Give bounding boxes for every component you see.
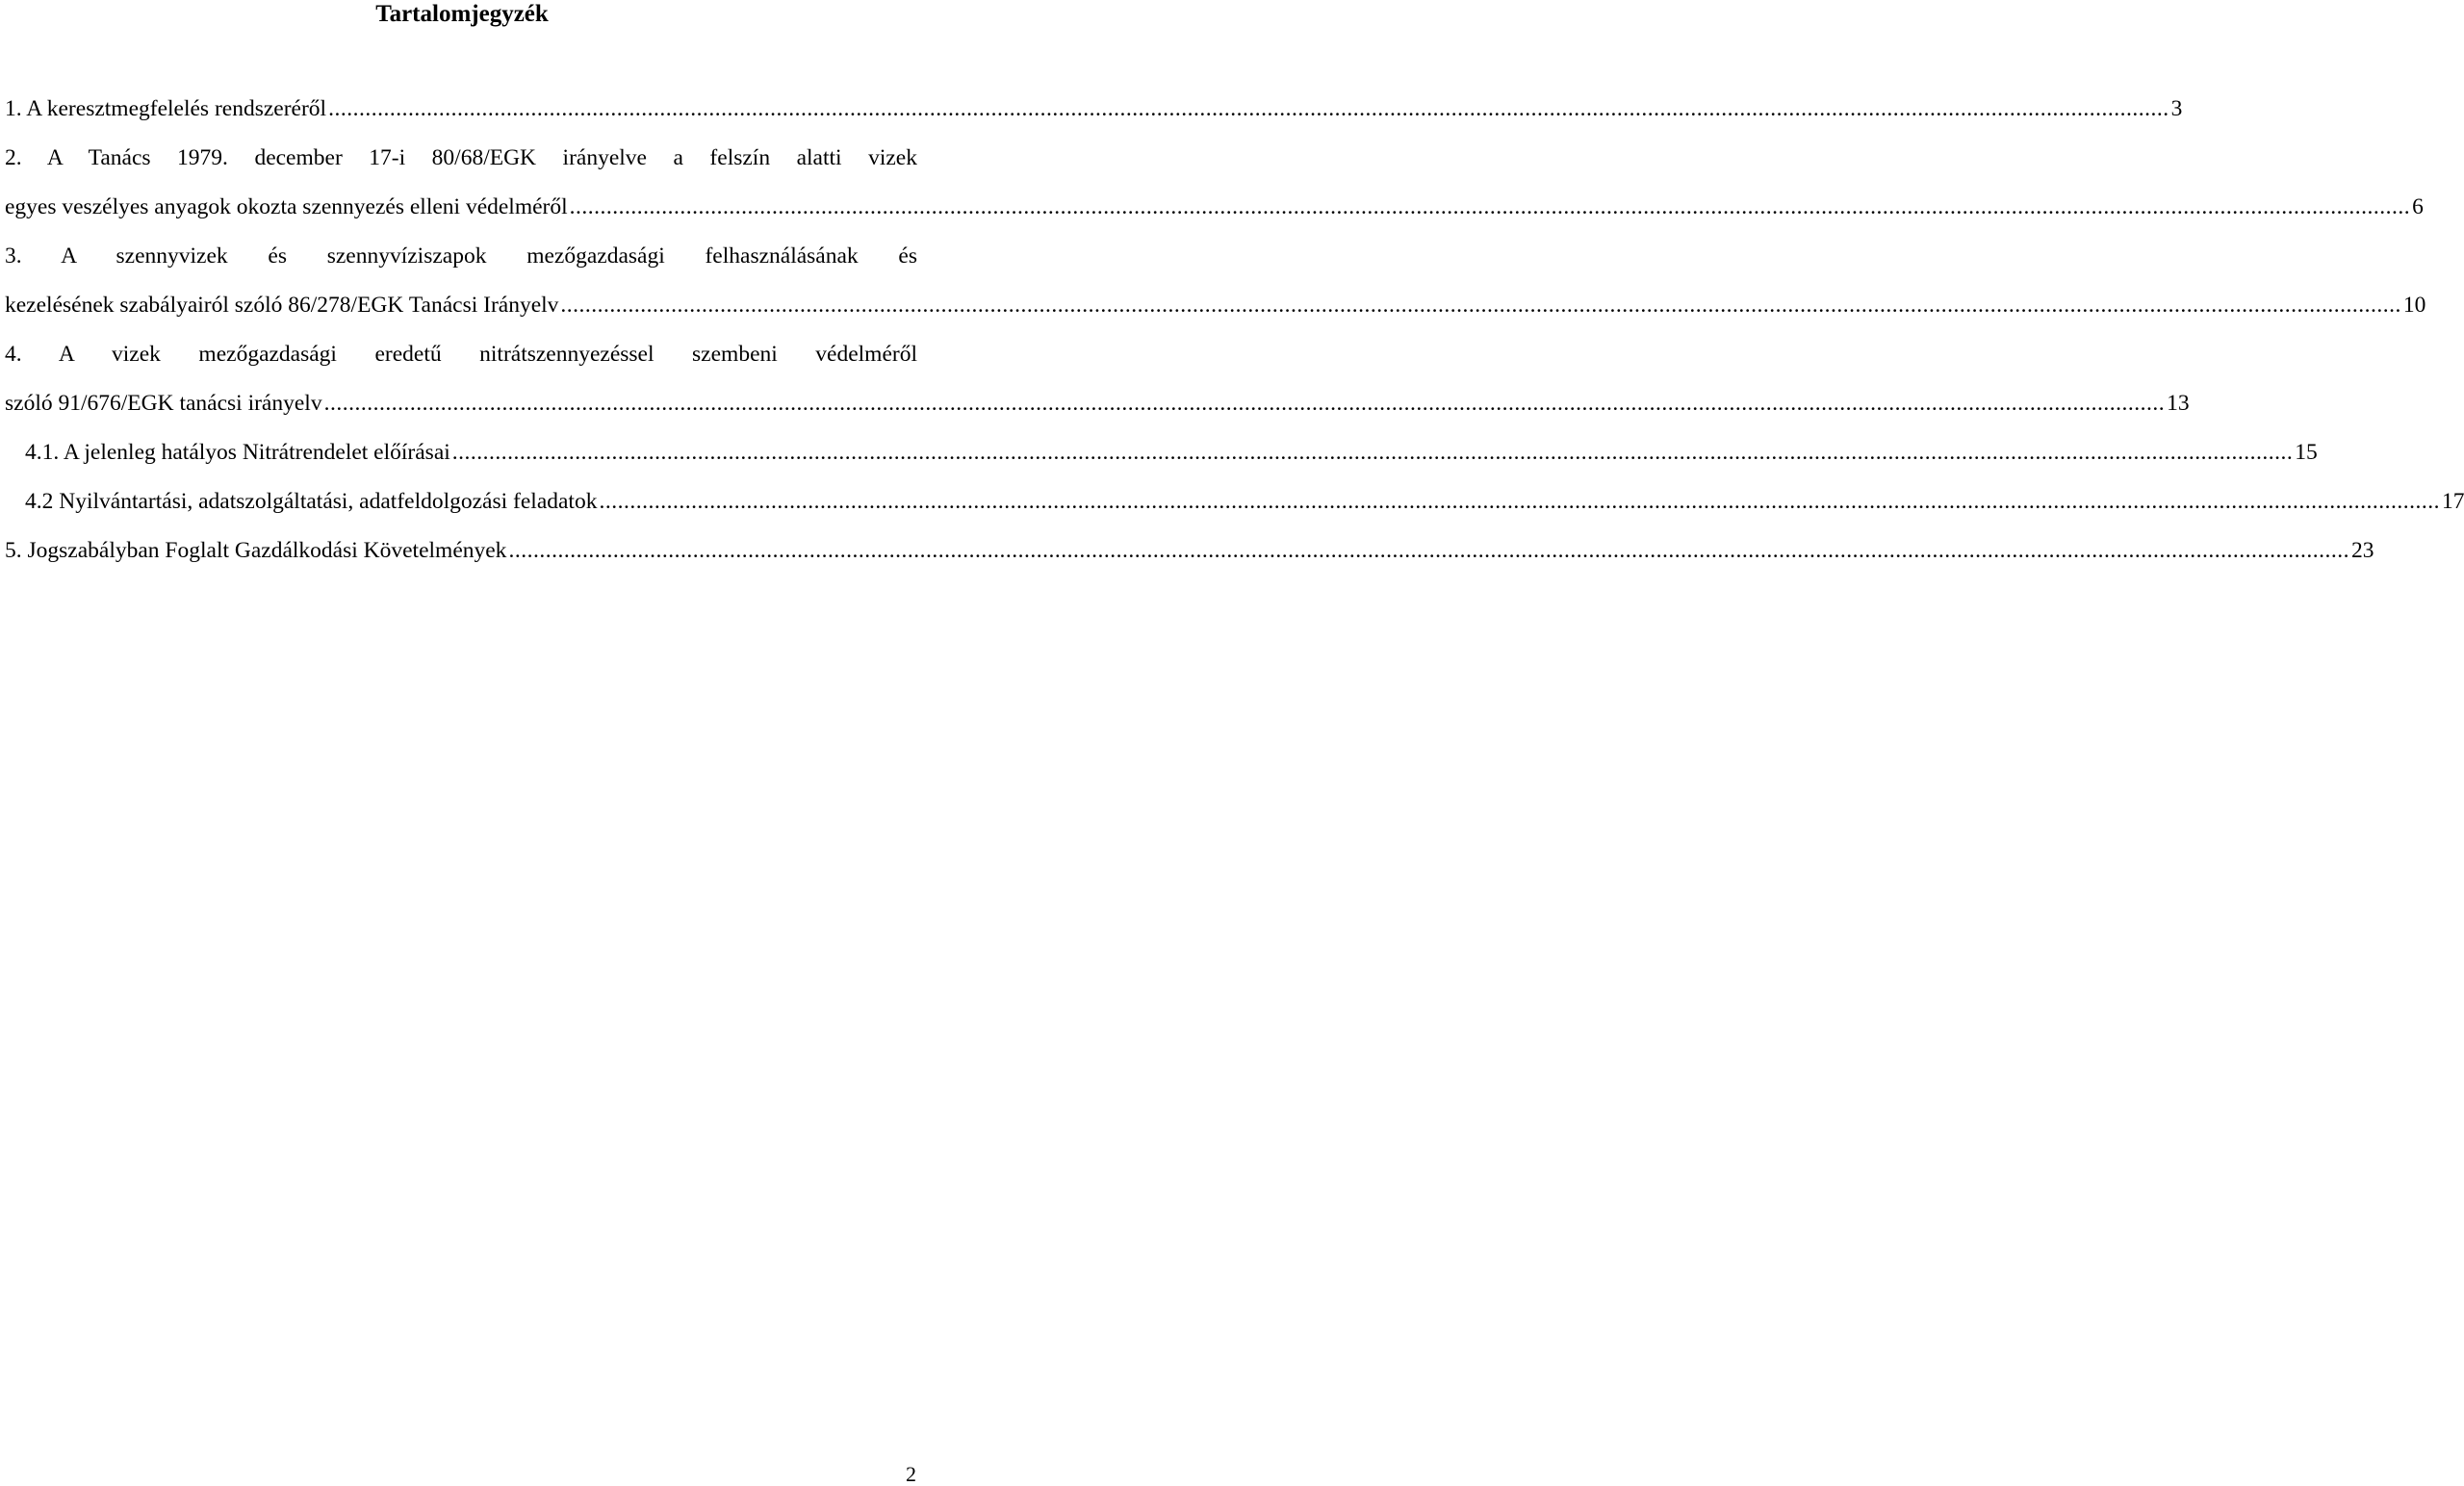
dot-leader: ............................................................................................................................................................................................................................................................................................................ [451, 440, 2294, 465]
toc-entry-4-1[interactable] [5, 428, 2318, 477]
toc-entry-line [5, 85, 2183, 134]
toc-entry-line [5, 281, 2426, 330]
toc-page-number: 3 [2170, 96, 2183, 121]
toc-entry-4-2[interactable] [5, 477, 2464, 526]
toc-entry-text: szóló 91/676/EGK tanácsi irányelv [5, 391, 322, 416]
toc-entry-text: egyes veszélyes anyagok okozta szennyezés elleni védelméről [5, 194, 568, 219]
toc-page-number: 23 [2350, 538, 2374, 563]
toc-entry-line [25, 477, 2464, 526]
toc-entry-2[interactable] [5, 134, 2424, 232]
dot-leader: ............................................................................................................................................................................................................................................................................................................ [323, 391, 2166, 416]
toc-entry-5[interactable] [5, 526, 2374, 576]
toc-entry-line: 2. A Tanács 1979. december 17-i 80/68/EGK irányelve a felszín alatti vizek [5, 145, 917, 170]
toc-page-number: 6 [2412, 194, 2424, 219]
table-of-contents [5, 85, 2464, 576]
toc-entry-4[interactable] [5, 330, 2190, 428]
toc-entry-line [5, 183, 2424, 232]
toc-entry-line [5, 379, 2190, 428]
toc-entry-line: 3. A szennyvizek és szennyvíziszapok mezőgazdasági felhasználásának és [5, 243, 917, 269]
toc-entry-1[interactable] [5, 85, 2183, 134]
toc-entry-text: 4.1. A jelenleg hatályos Nitrátrendelet előírásai [25, 440, 450, 465]
toc-page-number: 15 [2295, 440, 2318, 465]
page-title: Tartalomjegyzék [375, 1, 549, 27]
toc-entry-text: 1. A keresztmegfelelés rendszeréről [5, 96, 327, 121]
dot-leader: ............................................................................................................................................................................................................................................................................................................ [508, 538, 2349, 563]
toc-entry-text: kezelésének szabályairól szóló 86/278/EGK Tanácsi Irányelv [5, 293, 559, 318]
dot-leader: ............................................................................................................................................................................................................................................................................................................ [569, 194, 2411, 219]
dot-leader: ............................................................................................................................................................................................................................................................................................................ [328, 96, 2169, 121]
toc-entry-line [25, 428, 2318, 477]
toc-entry-text: 4.2 Nyilvántartási, adatszolgáltatási, adatfeldolgozási feladatok [25, 489, 598, 514]
toc-entry-line [5, 526, 2374, 576]
dot-leader: ............................................................................................................................................................................................................................................................................................................ [599, 489, 2440, 514]
page-number: 2 [906, 1462, 916, 1486]
toc-entry-line: 4. A vizek mezőgazdasági eredetű nitrátszennyezéssel szembeni védelméről [5, 342, 917, 367]
dot-leader: ............................................................................................................................................................................................................................................................................................................ [560, 293, 2401, 318]
toc-page-number: 13 [2167, 391, 2190, 416]
toc-entry-3[interactable] [5, 232, 2426, 330]
toc-page-number: 17 [2441, 489, 2464, 514]
toc-page-number: 10 [2402, 293, 2426, 318]
toc-entry-text: 5. Jogszabályban Foglalt Gazdálkodási Követelmények [5, 538, 507, 563]
